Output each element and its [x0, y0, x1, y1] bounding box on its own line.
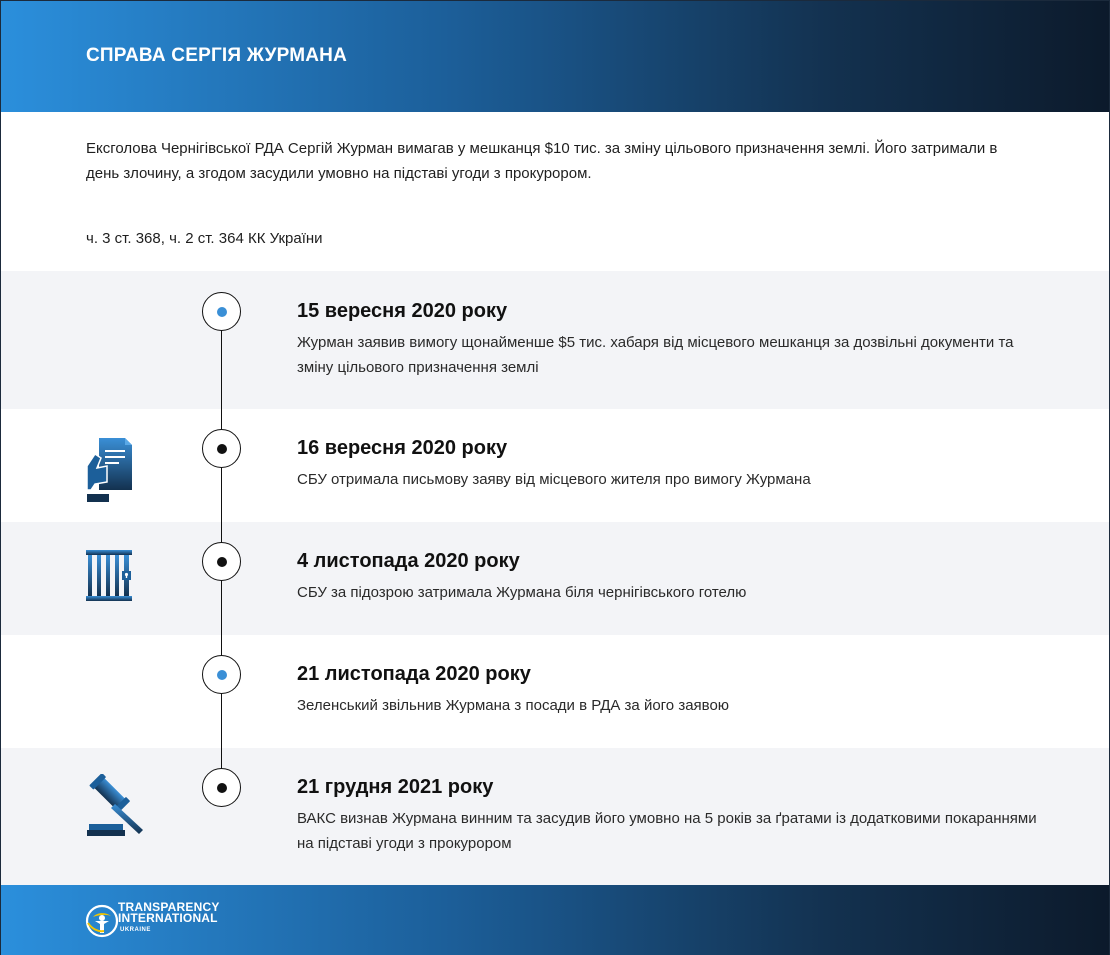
- timeline-node-1: [202, 292, 241, 331]
- event-date: 16 вересня 2020 року: [297, 437, 508, 459]
- event-description: ВАКС визнав Журмана винним та засудив його умовно на 5 років за ґратами із додатковими покараннями на підставі угоди з прокурором: [297, 810, 1037, 852]
- timeline-dot-5: [217, 783, 227, 793]
- event-date: 21 листопада 2020 року: [297, 663, 531, 685]
- timeline-node-5: [202, 768, 241, 807]
- timeline-dot-1: [217, 307, 227, 317]
- timeline-node-2: [202, 429, 241, 468]
- page-title: СПРАВА СЕРГІЯ ЖУРМАНА: [86, 45, 348, 66]
- event-date: 4 листопада 2020 року: [297, 550, 520, 572]
- timeline-dot-4: [217, 670, 227, 680]
- event-description: СБУ отримала письмову заяву від місцевого жителя про вимогу Журмана: [297, 471, 811, 488]
- transparency-international-logo-icon: [84, 903, 120, 939]
- criminal-code-articles: ч. 3 ст. 368, ч. 2 ст. 364 КК України: [86, 230, 323, 247]
- logo-line-1: TRANSPARENCY: [118, 900, 220, 914]
- timeline-node-3: [202, 542, 241, 581]
- timeline-dot-3: [217, 557, 227, 567]
- footer-banner: [1, 885, 1109, 955]
- jail-bars-icon: [85, 549, 133, 603]
- timeline-row-2: [1, 409, 1109, 522]
- timeline-row-4: [1, 635, 1109, 748]
- header-banner: [1, 1, 1109, 112]
- timeline-dot-2: [217, 444, 227, 454]
- event-description: СБУ за підозрою затримала Журмана біля чернігівського готелю: [297, 584, 747, 601]
- event-description: Журман заявив вимогу щонайменше $5 тис. хабаря від місцевого мешканця за дозвільні документи та зміну цільового призначення землі: [297, 334, 1014, 376]
- event-date: 15 вересня 2020 року: [297, 300, 508, 322]
- gavel-icon: [85, 774, 149, 838]
- timeline-row-3: [1, 522, 1109, 635]
- event-date: 21 грудня 2021 року: [297, 776, 494, 798]
- event-description: Зеленський звільнив Журмана з посади в РДА за його заявою: [297, 697, 730, 714]
- document-hand-icon: [85, 436, 133, 506]
- logo-line-2: INTERNATIONAL: [118, 911, 218, 925]
- intro-text: Ексголова Чернігівської РДА Сергій Журман вимагав у мешканця $10 тис. за зміну цільового призначення землі. Його затримали в день злочину, а згодом засудили умовно на підставі угоди з прокурором.: [86, 140, 998, 182]
- timeline-node-4: [202, 655, 241, 694]
- logo-line-3: UKRAINE: [120, 927, 151, 933]
- logo-wordmark: [118, 902, 220, 936]
